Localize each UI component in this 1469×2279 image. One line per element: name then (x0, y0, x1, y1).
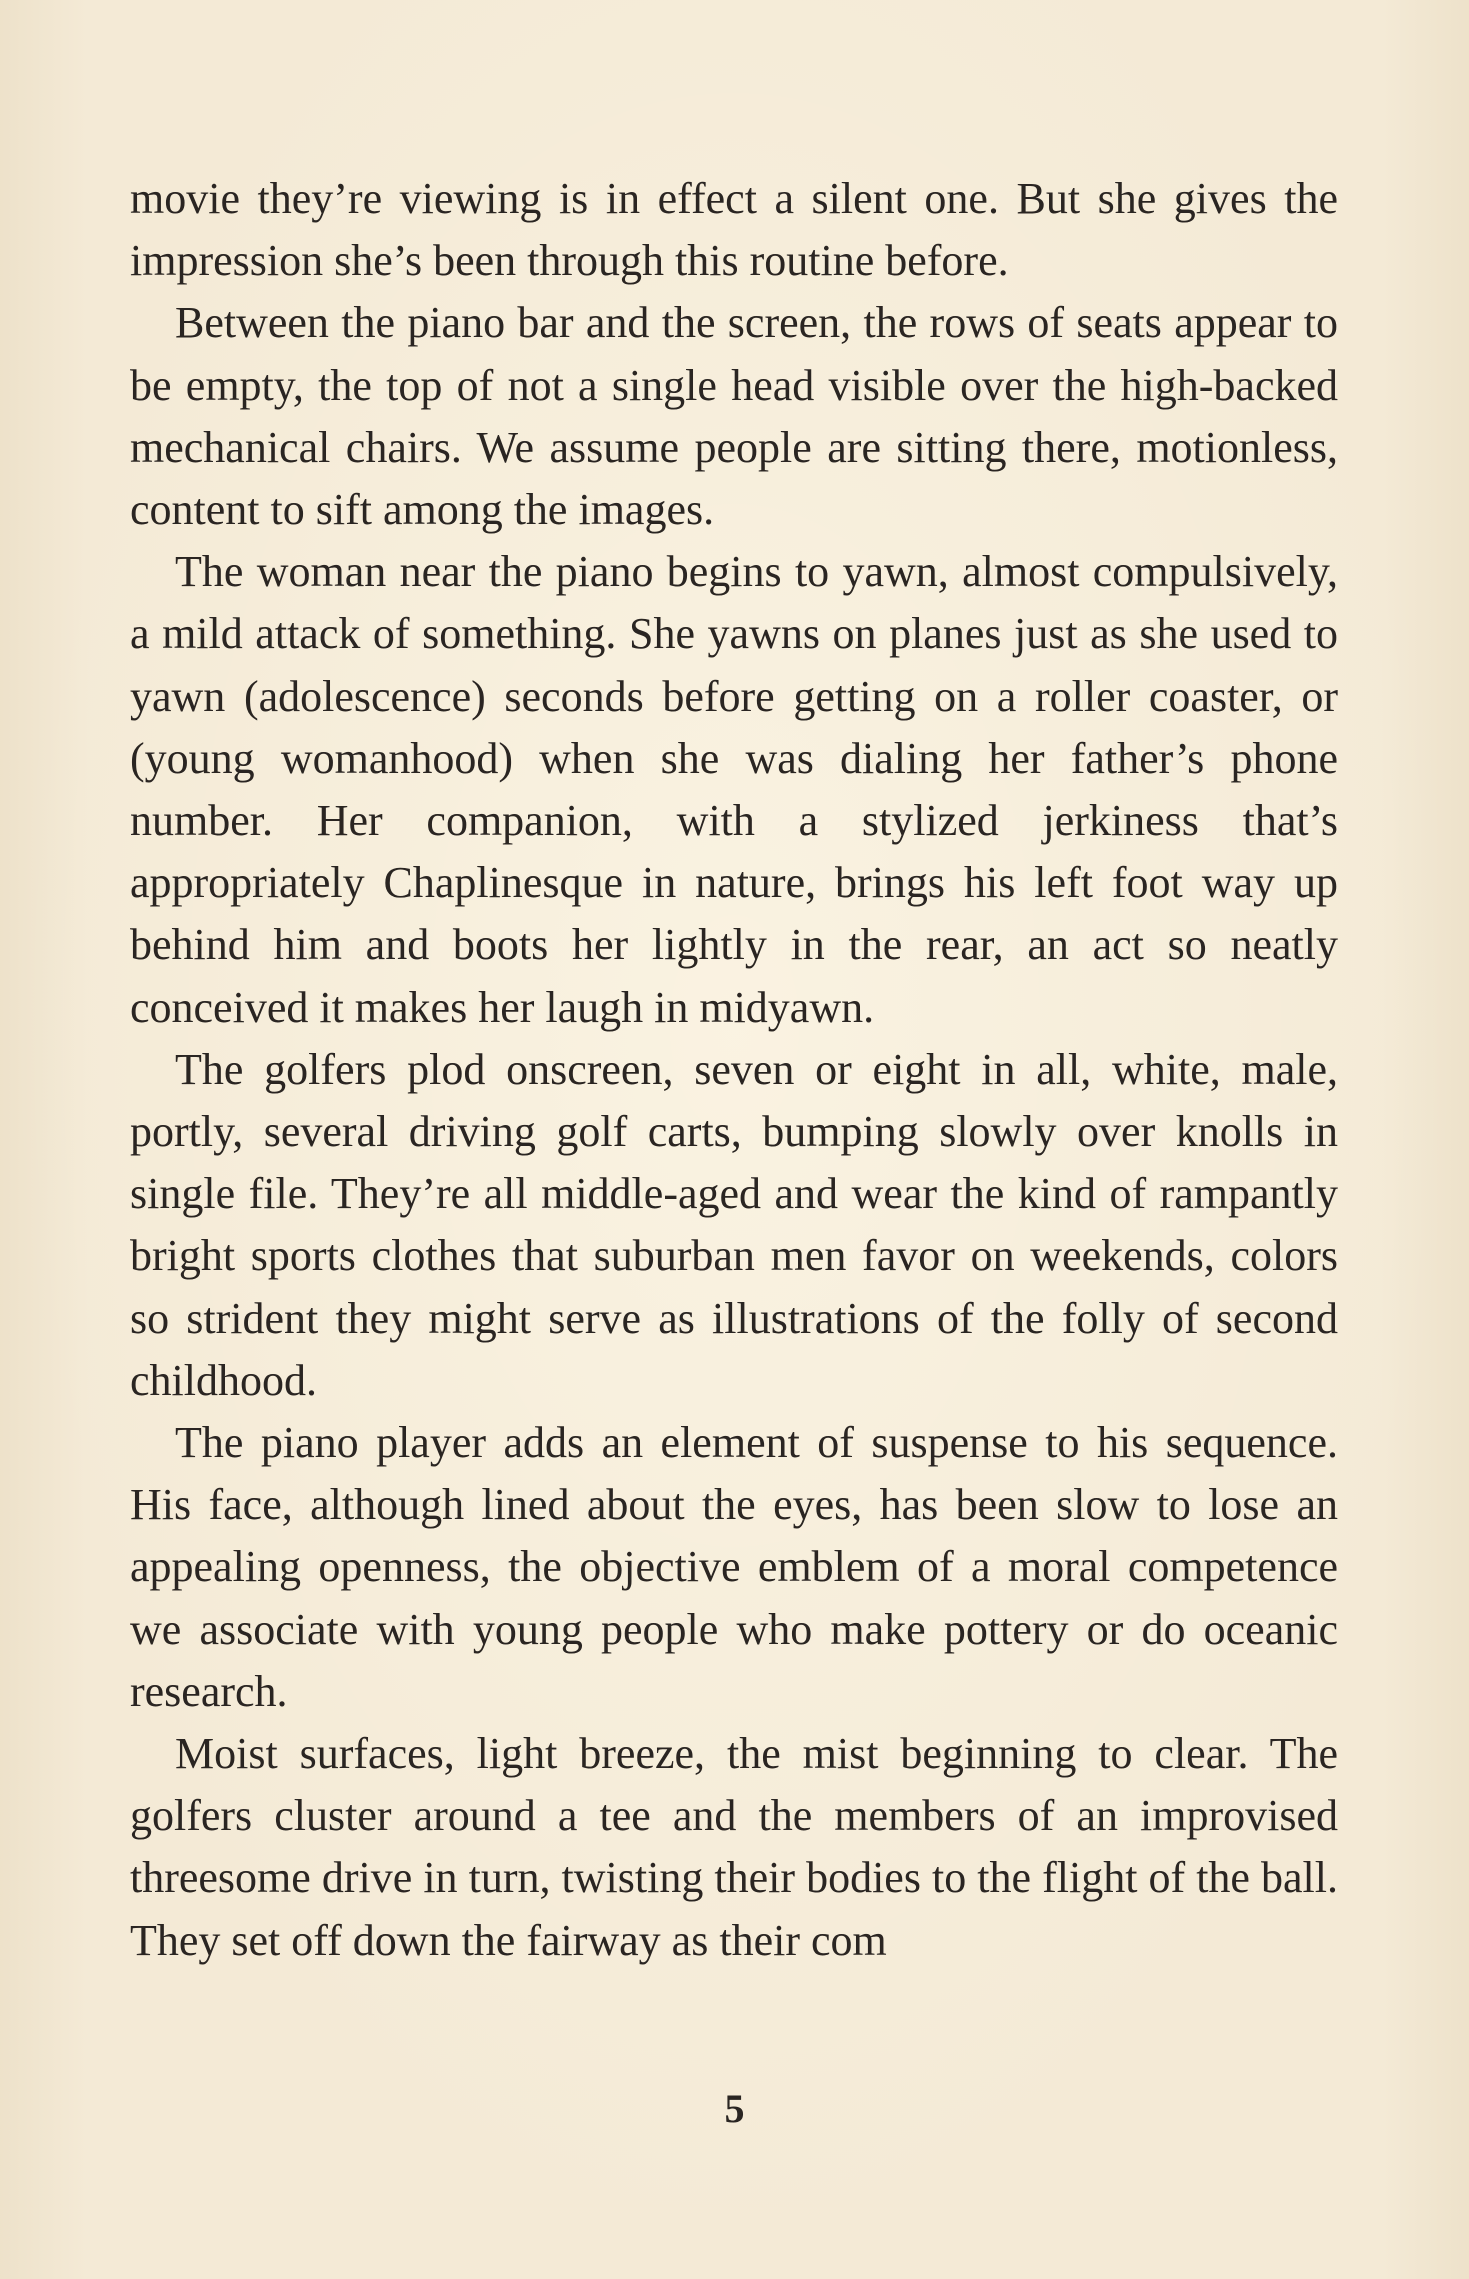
paragraph-2: Between the piano bar and the screen, the rows of seats appear to be empty, the top of not a single head visible over the high-backed mechanical chairs. We assume people are sitting there, motionless, content to sift among the images. (130, 298, 1338, 535)
page-number: 5 (724, 2086, 745, 2131)
body-text (130, 168, 1338, 1972)
paragraph-3: The woman near the piano begins to yawn, almost compulsively, a mild attack of something. She yawns on planes just as she used to yawn (adolescence) seconds before getting on a roller coaster, or (young womanhood) when she was dialing her father’s phone number. Her companion, with a stylized jerkiness that’s appropriately Chaplinesque in nature, brings his left foot way up behind him and boots her lightly in the rear, an act so neatly conceived it makes her laugh in midyawn. (130, 547, 1338, 1032)
paragraph-5: The piano player adds an element of suspense to his sequence. His face, although lined about the eyes, has been slow to lose an appealing openness, the objective emblem of a moral competence we associate with young people who make pottery or do oceanic research. (130, 1418, 1338, 1716)
paragraph-6: Moist surfaces, light breeze, the mist beginning to clear. The golfers cluster around a tee and the members of an improvised threesome drive in turn, twisting their bodies to the flight of the ball. They set off down the fairway as their com (130, 1729, 1338, 1965)
paragraph-4: The golfers plod onscreen, seven or eight in all, white, male, portly, several driving golf carts, bumping slowly over knolls in single file. They’re all middle-aged and wear the kind of rampantly bright sports clothes that suburban men favor on weekends, colors so strident they might serve as illustrations of the folly of second childhood. (130, 1044, 1338, 1405)
paragraph-1: movie they’re viewing is in effect a silent one. But she gives the impression she’s been through this routine before. (130, 174, 1338, 286)
